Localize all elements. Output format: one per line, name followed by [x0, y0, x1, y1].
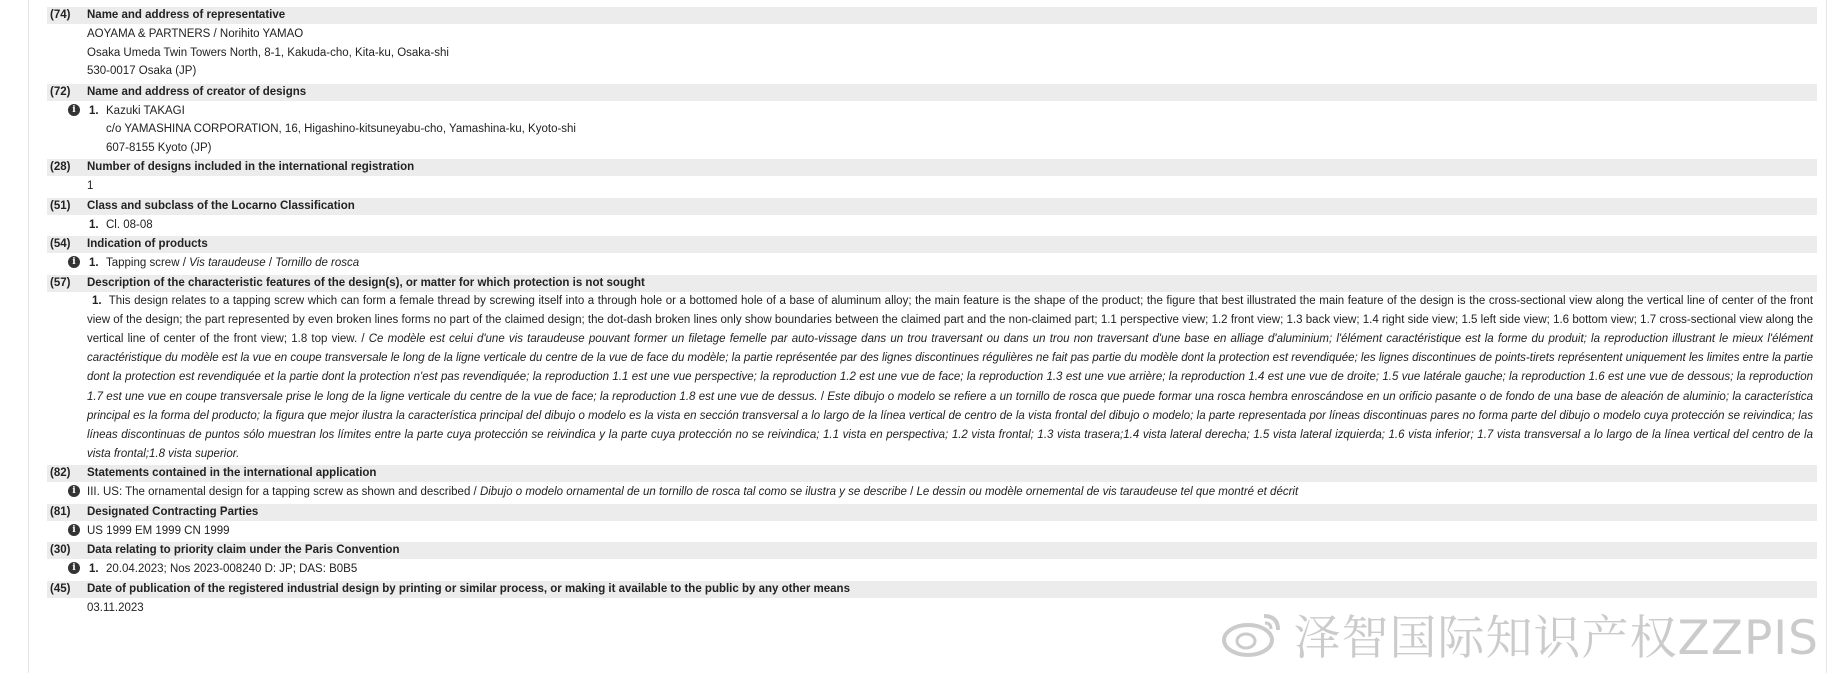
section-header	[47, 159, 1817, 176]
info-icon[interactable]: i	[68, 485, 80, 497]
watermark-text: 泽智国际知识产权ZZPIS	[1293, 610, 1819, 666]
description-es: Este dibujo o modelo se refiere a un tornillo de rosca que puede formar una rosca hembra enroscándose en un orificio pasante o de fondo de una base de aleación de aluminio; la característica principal es la forma del producto; la figura que mejor ilustra la característica principal del dibujo o modelo es la vista en sección transversal a lo largo de la línea vertical de centro de la vista frontal del dibujo o modelo; la parte representada por líneas discontinuas pares no forma parte del dibujo o modelo cuya protección se reivindica; las líneas discontinuas de puntos sólo muestran los límites entre la parte cuya protección se reivindica y la parte cuya protección no se reivindica; 1.1 vista en perspectiva; 1.2 vista frontal; 1.3 vista trasera;1.4 vista lateral derecha; 1.5 vista lateral izquierda; 1.6 vista inferior; 1.7 vista transversal a lo largo de la línea vertical del centro de la vista frontal;1.8 vista superior.	[87, 390, 1813, 461]
address-line: 530-0017 Osaka (JP)	[87, 65, 197, 77]
separator: /	[906, 486, 917, 499]
address-line: AOYAMA & PARTNERS / Norihito YAMAO	[87, 28, 304, 40]
section-header	[47, 7, 1817, 24]
parties-value: US 1999 EM 1999 CN 1999	[87, 524, 230, 537]
statement-line	[87, 483, 1817, 502]
inid-code: (54)	[50, 238, 71, 250]
section-title: Name and address of creator of designs	[87, 85, 307, 98]
section-72	[47, 84, 1817, 159]
separator: /	[470, 486, 480, 499]
statement-en: III. US: The ornamental design for a tapping screw as shown and described	[87, 486, 471, 499]
section-74	[47, 7, 1817, 82]
weibo-icon	[1220, 610, 1284, 658]
statement-fr: Le dessin ou modèle ornemental de vis taraudeuse tel que montré et décrit	[916, 486, 1299, 499]
inid-code: (51)	[50, 199, 71, 212]
section-54	[47, 236, 1817, 274]
separator: /	[265, 257, 276, 269]
class-value: Cl. 08-08	[106, 218, 153, 231]
section-82	[47, 465, 1817, 503]
designs-count-value: 1	[87, 180, 94, 192]
separator: /	[357, 332, 369, 345]
info-icon[interactable]: i	[68, 104, 80, 116]
section-title: Designated Contracting Parties	[87, 505, 259, 518]
section-title: Description of the characteristic features of the design(s), or matter for which protection is not sought	[87, 276, 645, 289]
section-header	[47, 236, 1817, 253]
section-57	[47, 275, 1817, 465]
section-header	[47, 542, 1817, 559]
representative-address	[47, 24, 1817, 82]
separator: /	[817, 390, 828, 403]
description-en: This design relates to a tapping screw which can form a female thread by screwing itself into a through hole or a bottomed hole of a base of aluminum alloy; the main feature is the shape of the product; the figure that best illustrated the main feature of the design is the cross-sectional view along the vertical line of center of the front view of the design; the part represented by even broken lines forms no part of the claimed design; the dot-dash broken lines only show boundaries between the claimed part and the non-claimed part; 1.1 perspective view; 1.2 front view; 1.3 back view; 1.4 right side view; 1.5 left side view; 1.6 bottom view; 1.7 cross-sectional view along the vertical line of center of the front view; 1.8 top view.	[87, 294, 1814, 345]
description-fr: Ce modèle est celui d'une vis taraudeuse pouvant former un filetage femelle par auto-vissage dans un trou traversant ou dans un trou non traversant d'une base en alliage d'aluminium; l'élément caractéristique est la forme du produit; la reproduction illustrant le mieux l'élément caractéristique du modèle est la vue en coupe transversale le long de la ligne verticale du centre de la vue de face du modèle; la partie représentée par des lignes discontinues régulières ne fait pas partie du modèle dont la protection est revendiquée; les lignes discontinues de points-tirets représentent uniquement les limites entre la partie dont la protection est revendiquée et la partie dont la protection n'est pas revendiquée; la reproduction 1.1 est une vue perspective; la reproduction 1.2 est une vue de face; la reproduction 1.3 est une vue arrière; la reproduction 1.4 est une vue de droite; 1.5 vue latérale gauche; la reproduction 1.6 est une vue de dessous; la reproduction 1.7 est une vue en coupe transversale prise le long de la ligne verticale du centre de la vue de face; la reproduction 1.8 est une vue de dessus.	[87, 332, 1813, 403]
statement-es: Dibujo o modelo ornamental de un tornillo de rosca tal como se ilustra y se describe	[479, 486, 907, 499]
watermark	[1220, 604, 1819, 664]
section-28	[47, 159, 1817, 197]
info-icon[interactable]: i	[68, 256, 80, 268]
product-line	[106, 254, 1817, 273]
section-title: Data relating to priority claim under the Paris Convention	[87, 544, 400, 557]
locarno-class	[47, 215, 1817, 236]
address-line: 607-8155 Kyoto (JP)	[106, 141, 212, 154]
section-header	[47, 84, 1817, 101]
products	[47, 253, 1817, 274]
product-fr: Vis taraudeuse	[189, 257, 266, 269]
inid-code: (81)	[50, 505, 71, 518]
section-header	[47, 275, 1817, 292]
publication-date-value: 03.11.2023	[87, 601, 144, 614]
section-title: Name and address of representative	[87, 9, 286, 21]
inid-code: (30)	[50, 544, 71, 557]
section-81	[47, 504, 1817, 542]
section-title: Date of publication of the registered industrial design by printing or similar process, or making it available to the public by any other means	[87, 582, 850, 595]
designs-count	[47, 176, 1817, 197]
section-header	[47, 465, 1817, 482]
product-es: Tornillo de rosca	[275, 257, 360, 269]
inid-code: (45)	[50, 582, 71, 595]
item-number: 1.	[92, 294, 102, 307]
section-header	[47, 504, 1817, 521]
product-en: Tapping screw	[106, 257, 180, 269]
design-description	[47, 292, 1817, 465]
inid-code: (57)	[50, 276, 71, 289]
address-line: Osaka Umeda Twin Towers North, 8-1, Kakuda-cho, Kita-ku, Osaka-shi	[87, 46, 449, 59]
separator: /	[179, 257, 190, 269]
priority-claim	[47, 559, 1817, 580]
section-title: Indication of products	[87, 238, 208, 250]
section-header	[47, 581, 1817, 598]
item-number: 1.	[89, 563, 99, 576]
section-51	[47, 198, 1817, 236]
section-title: Number of designs included in the international registration	[87, 161, 415, 173]
inid-code: (74)	[50, 9, 71, 21]
section-title: Class and subclass of the Locarno Classification	[87, 199, 355, 212]
item-number: 1.	[89, 218, 99, 231]
section-header	[47, 198, 1817, 215]
creator-address	[47, 101, 1817, 159]
info-icon[interactable]: i	[68, 562, 80, 574]
priority-value: 20.04.2023; Nos 2023-008240 D: JP; DAS: B0B5	[106, 563, 358, 576]
section-30	[47, 542, 1817, 580]
item-number: 1.	[89, 257, 99, 269]
info-icon[interactable]: i	[68, 524, 80, 536]
inid-code: (28)	[50, 161, 71, 173]
statements	[47, 482, 1817, 503]
address-line: c/o YAMASHINA CORPORATION, 16, Higashino-kitsuneyabu-cho, Yamashina-ku, Kyoto-shi	[106, 123, 576, 135]
creator-name: Kazuki TAKAGI	[106, 104, 185, 117]
section-title: Statements contained in the international application	[87, 467, 377, 480]
contracting-parties	[47, 521, 1817, 542]
inid-code: (72)	[50, 85, 71, 98]
inid-code: (82)	[50, 467, 71, 480]
item-number: 1.	[89, 104, 99, 117]
